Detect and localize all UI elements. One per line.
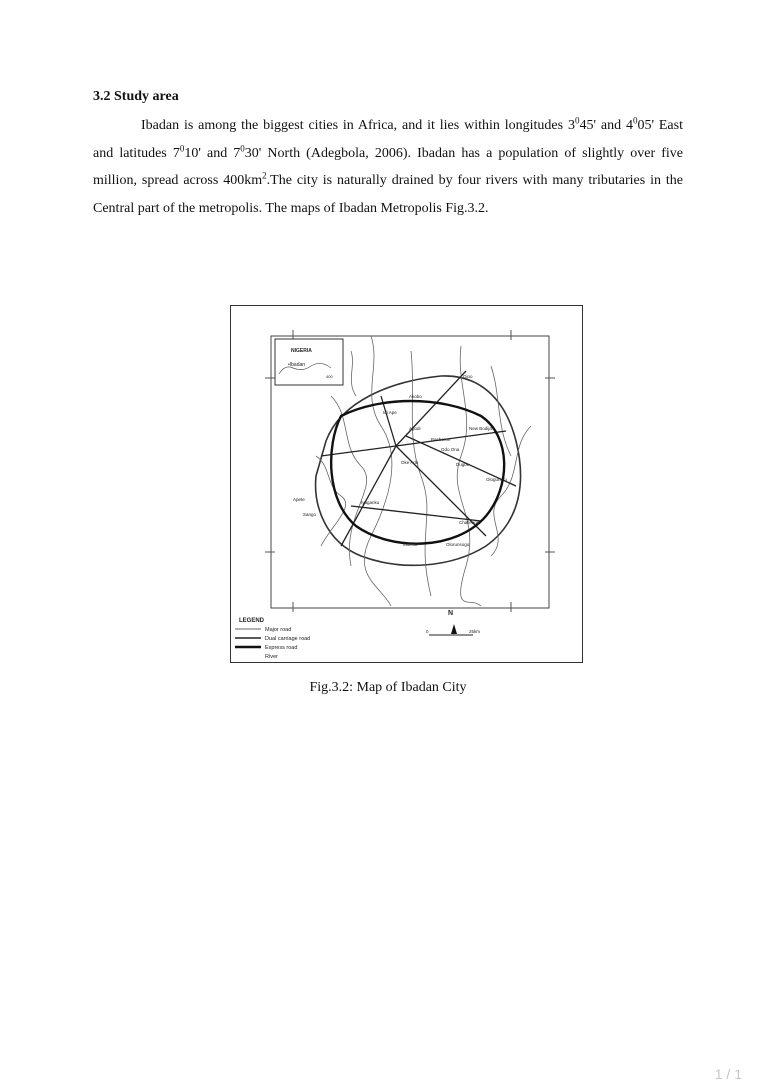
map-figure bbox=[230, 305, 583, 663]
place-label: Dugbe bbox=[456, 462, 470, 467]
place-label: Iyaganku bbox=[361, 500, 380, 505]
place-label: Sango bbox=[303, 512, 317, 517]
place-labels bbox=[293, 374, 508, 547]
place-label: Ologuneru bbox=[486, 477, 508, 482]
section-heading: 3.2 Study area bbox=[93, 89, 179, 104]
place-label: Olorunsogo bbox=[446, 542, 470, 547]
body-paragraph: Ibadan is among the biggest cities in Africa, and it lies within longitudes $3^045'$ and $4^005'$ East and latitudes $7^010'$ and $7^030'$ North (Adegbola, 2006). Ibadan has a population of slightly over five million, spread across $400km^2.The$ city is naturally drained by four rivers with many tributaries in the Central part of the metropolis. The maps of Ibadan Metropolis Fig.3.2. bbox=[93, 115, 683, 216]
place-label: Odo Ona bbox=[441, 447, 460, 452]
legend-item: Express road bbox=[265, 645, 298, 651]
place-label: Bashorun bbox=[431, 437, 451, 442]
place-label: Idi Ape bbox=[383, 410, 397, 415]
place-label: New Bodija bbox=[469, 426, 492, 431]
place-label: Oke Ado bbox=[401, 460, 419, 465]
place-label: Apete bbox=[293, 497, 305, 502]
north-arrow-icon bbox=[451, 624, 457, 634]
place-label: Challenge bbox=[459, 520, 480, 525]
place-label: Mokola bbox=[403, 542, 418, 547]
inset-city: •Ibadan bbox=[288, 362, 306, 368]
legend-item: Major road bbox=[265, 627, 292, 633]
legend-title: LEGEND bbox=[239, 618, 265, 624]
page-indicator: 1 / 1 bbox=[714, 1066, 742, 1082]
legend-item: River bbox=[265, 654, 278, 660]
place-label: Agodi bbox=[409, 426, 421, 431]
legend-item: Dual carriage road bbox=[265, 636, 311, 642]
ibadan-map bbox=[231, 306, 584, 664]
scale-end: 25km bbox=[469, 629, 481, 634]
figure-caption: Fig.3.2: Map of Ibadan City bbox=[309, 680, 467, 695]
scale-start: 0 bbox=[426, 629, 429, 634]
north-label: N bbox=[448, 610, 454, 617]
inset-map bbox=[275, 339, 343, 385]
place-label: Akobo bbox=[409, 394, 422, 399]
inset-scale: 400 bbox=[326, 374, 333, 379]
place-label: Ojoo bbox=[463, 374, 473, 379]
inset-country: NIGERIA bbox=[291, 348, 312, 354]
